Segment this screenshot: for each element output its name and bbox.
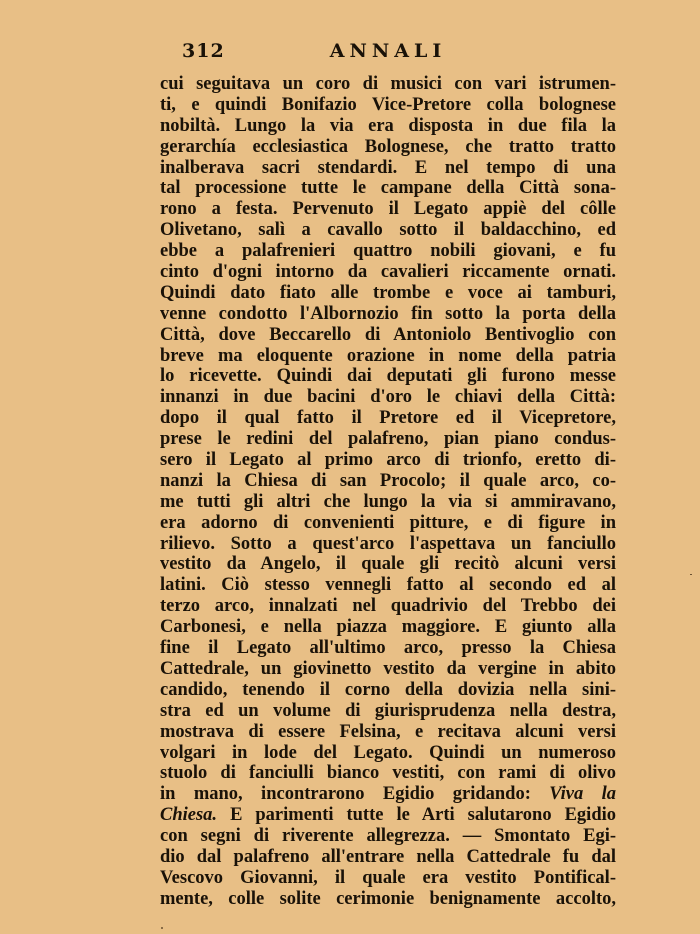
text-line: rono a festa. Pervenuto il Legato appiè del côlle (160, 199, 616, 220)
text-line: mostrava di essere Felsina, e recitava alcuni versi (160, 721, 616, 742)
text-line: breve ma eloquente orazione in nome della patria (160, 345, 616, 366)
text-segment: in mano, incontrarono Egidio gridando: (160, 784, 550, 805)
text-line: fine il Legato all'ultimo arco, presso la Chiesa (160, 638, 616, 659)
text-line: ebbe a palafrenieri quattro nobili giovani, e fu (160, 241, 616, 262)
italic-text: Chiesa. (160, 805, 218, 826)
text-line: Città, dove Beccarello di Antoniolo Bentivoglio con (160, 324, 616, 345)
text-line: dopo il qual fatto il Pretore ed il Vicepretore, (160, 408, 616, 429)
text-line: rilievo. Sotto a quest'arco l'aspettava un fanciullo (160, 533, 616, 554)
text-line: era adorno di convenienti pitture, e di figure in (160, 512, 616, 533)
text-line: Quindi dato fiato alle trombe e voce ai tamburi, (160, 282, 616, 303)
text-line: prese le redini del palafreno, pian piano condus- (160, 429, 616, 450)
italic-text: Viva la (549, 784, 616, 805)
text-line: vestito da Angelo, il quale gli recitò alcuni versi (160, 554, 616, 575)
text-line: stuolo di fanciulli bianco vestiti, con rami di olivo (160, 763, 616, 784)
paper-speck (690, 574, 692, 575)
page-number: 312 (182, 40, 225, 62)
text-line: ti, e quindi Bonifazio Vice-Pretore colla bolognese (160, 94, 616, 115)
page-header (160, 40, 616, 70)
text-line-with-italic (160, 784, 616, 805)
text-line: candido, tenendo il corno della dovizia nella sini- (160, 679, 616, 700)
text-line: Olivetano, salì a cavallo sotto il baldacchino, ed (160, 220, 616, 241)
text-line: nanzi la Chiesa di san Procolo; il quale arco, co- (160, 470, 616, 491)
text-line: terzo arco, innalzati nel quadrivio del Trebbo dei (160, 596, 616, 617)
text-line: sero il Legato al primo arco di trionfo, eretto di- (160, 450, 616, 471)
text-line: stra ed un volume di giurisprudenza nella destra, (160, 700, 616, 721)
text-line: latini. Ciò stesso vennegli fatto al secondo ed al (160, 575, 616, 596)
text-line: dio dal palafreno all'entrare nella Cattedrale fu dal (160, 846, 616, 867)
text-line: Cattedrale, un giovinetto vestito da vergine in abito (160, 658, 616, 679)
text-line: con segni di riverente allegrezza. — Smontato Egi- (160, 826, 616, 847)
body-text (160, 74, 616, 910)
text-line: cinto d'ogni intorno da cavalieri riccamente ornati. (160, 262, 616, 283)
paper-speck (161, 927, 163, 929)
text-line: tal processione tutte le campane della Città sona- (160, 178, 616, 199)
text-line: mente, colle solite cerimonie benignamente accolto, (160, 888, 616, 909)
text-line: cui seguitava un coro di musici con vari istrumen- (160, 74, 616, 94)
text-line: me tutti gli altri che lungo la via si ammiravano, (160, 491, 616, 512)
text-line: gerarchía ecclesiastica Bolognese, che tratto tratto (160, 136, 616, 157)
text-line: innanzi in due bacini d'oro le chiavi della Città: (160, 387, 616, 408)
text-line: nobiltà. Lungo la via era disposta in due fila la (160, 115, 616, 136)
text-segment: E parimenti tutte le Arti salutarono Egidio (230, 805, 616, 826)
running-title: ANNALI (329, 40, 447, 62)
text-line: inalberava sacri stendardi. E nel tempo di una (160, 157, 616, 178)
text-line: venne condotto l'Albornozio fin sotto la porta della (160, 303, 616, 324)
text-line: lo ricevette. Quindi dai deputati gli furono messe (160, 366, 616, 387)
text-line: Vescovo Giovanni, il quale era vestito Pontifical- (160, 867, 616, 888)
text-line: volgari in lode del Legato. Quindi un numeroso (160, 742, 616, 763)
text-line: Carbonesi, e nella piazza maggiore. E giunto alla (160, 617, 616, 638)
text-line-with-italic (160, 805, 616, 826)
